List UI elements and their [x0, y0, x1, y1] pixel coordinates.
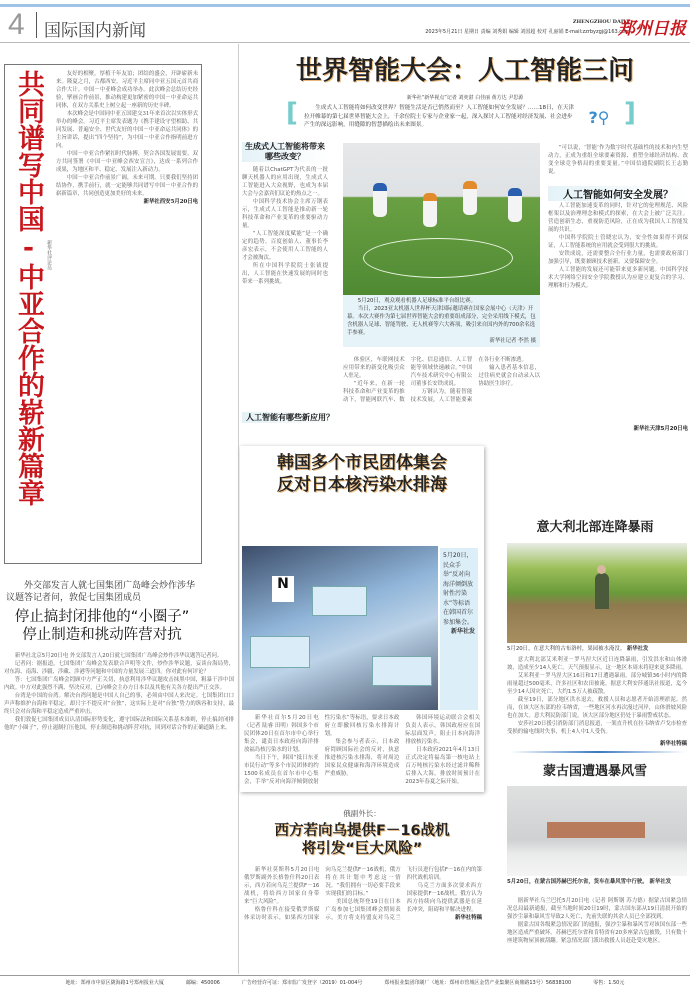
italy-body	[507, 656, 687, 736]
paragraph: 安铁成说，还需要整合全行业力量，也需要政府部门加强引导，既要兼顾技术创新，又要保障安全。	[548, 251, 688, 265]
mofa-headline	[2, 608, 202, 644]
paragraph: 据蒙古国各级紧急情况部门的通报，强沙尘暴和暴风雪对该国东部一些地区造成严重破坏。苏赫巴托尔省和肯特省有20多座蒙古包被毁，只有数十座建筑物屋顶被刮翻。紧急情况部门派出救援人员赶赴受灾地区。	[507, 922, 687, 944]
ai-headline: 世界智能大会：人工智能三问	[295, 56, 634, 86]
headline-line: 韩国多个市民团体集会	[277, 453, 447, 473]
bracket-right: ]	[624, 98, 636, 128]
caption-credit: 新华社发	[626, 646, 649, 652]
paper-logo: 郑州日报	[618, 19, 686, 39]
paragraph: “可以说，‘智能’作为数字时代基础性的技术和内生型动力，正成为重组全球要素资源、重塑全球经济结构、改变全球竞争格局的重要变量。”中国信通院副院长王志勤说。	[548, 145, 688, 175]
caption-text: 5月20日，在意大利的古布洛村，果园被水淹没。	[507, 646, 626, 652]
footer	[0, 975, 690, 988]
headline-line: 反对日本核污染水排海	[277, 475, 447, 495]
paragraph: 乌克兰方面多次要求西方国家提供F－16战机。俄方认为西方持续向乌提供武器是在延长冲突，阻碍和平解决进程。	[406, 883, 482, 913]
paragraph: 所在中国科学院院士张钹提出，人工智能在快速发展的同时也带来一系列挑战。	[242, 263, 328, 285]
italy-caption	[507, 645, 687, 653]
dateline: 2023年5月21日 星期日 责编 刘秀娟 编辑 刘国超 校对 孔丽娟 E-mail:zzrbyzgj@163.com	[425, 29, 630, 35]
bracket-left: [	[286, 98, 298, 128]
paragraph: 艾米利亚－罗马涅大区16日和17日遭遇暴雨，部分城镇36小时内的降雨量超过500毫米，许多社区和农田被淹。据意大利安莎通讯社报道，迄今至少14人因灾死亡，大约1.5万人被疏散。	[507, 673, 687, 695]
paragraph: “人工智能深度赋能”是一个确定的趋势。百度创始人、董事长李彦宏表示，不会使用人工智能的人才会被淘汰。	[242, 231, 328, 261]
paragraph: 美国总统拜登19日在日本广岛参加七国集团峰会期间表示，美方将支持盟友对乌克兰飞行员进行包括F－16在内的第四代战机培训。	[325, 867, 482, 921]
paragraph: 当日下午，韩国“抵日东亚市民行动”等多个市民团体的约1500名成员在首尔市中心集会，手举“反对向海洋倾倒放射性污染水”等标语，要求日本政府立即撤回核污染水排海计划。	[244, 715, 400, 785]
korea-body	[244, 714, 480, 788]
editorial-byline: 新华社评论员	[46, 240, 52, 270]
russia-headline	[240, 822, 484, 858]
paragraph: 中国科学技术协会主席万钢表示，生成式人工智能是推动新一轮科技革命和产业变革的重要驱动力量。	[242, 199, 328, 229]
editorial-title: 共同谱写中国-中亚合作的崭新篇章	[13, 70, 44, 506]
section-title: 国际国内新闻	[44, 21, 146, 41]
korea-headline	[240, 452, 484, 496]
flooded-orchard-photo	[507, 543, 687, 643]
footer-printer: 郑州报业集团印刷厂（地址：郑州市管城区金岱产业集聚区商鼎路13号）56838100	[384, 979, 572, 986]
robot-photo-caption	[343, 295, 540, 347]
paragraph: 新华社首尔5月20日电（记者 陆睿 田明）韩国多个市民团体20日在首尔市中心举行集会，谴责日本政府向海洋排放福岛核污染水的计划。	[244, 715, 319, 753]
paragraph: 体验区，车联网技术应用带来的新变化吸引众人驻足。	[343, 357, 405, 379]
ai-col3-top	[548, 144, 688, 184]
paragraph: 意大利北部艾米利亚－罗马涅大区近日连降暴雨，引发洪水和山体滑坡，造成至少14人死亡。天气预报显示，这一地区本周末将迎来更多降雨。	[507, 657, 687, 671]
paragraph: 中国科学院院士管晓宏认为，安全性如果得不到保证，人工智能系统的应用就会受到很大的挑战。	[548, 235, 688, 249]
caption-credit: 新华社发	[649, 879, 672, 885]
paragraph: 人工智能的发展还可能带来更多新问题。中国科学技术大学网络空间安全学院教授认为应建立更复合的学习、理解和行为模式。	[548, 267, 688, 289]
paragraph: 我们敦促七国集团成员认清国际形势变化，遵守国际法和国际关系基本准则，停止搞封闭排他的“小圈子”，停止遏制打压他国，停止制造和挑动阵营对抗，回到对话合作的正确道路上来。	[4, 717, 234, 731]
paragraph: 输入患者基本信息，过往病史就会自动录入以协助医生诊疗。	[478, 365, 540, 387]
paragraph: 万钢认为，随着智能技术发展，人工智能要素在各行业不断渗透。	[410, 357, 527, 403]
mofa-body	[4, 652, 234, 974]
paragraph: 人工智能加速变革的同时，针对它的伦理规范、风险框架以及治理理念和模式的探索，在大会上被广泛关注。营造创新生态，重视防范风险，正在成为我国人工智能发展的共识。	[548, 203, 688, 233]
paragraph: 新华社北京5月20日电 外交部发言人20日就七国集团广岛峰会炒作涉华议题答记者问。	[14, 653, 223, 659]
paragraph: 中国－中亚合作紧扣时代脉搏，契合各国发展需要。双方共同签署《中国－中亚峰会西安宣言》，达成一系列合作成果，为地区和平、稳定、发展注入新动力。	[56, 151, 198, 173]
korea-protest-photo: N	[242, 546, 438, 710]
italy-headline: 意大利北部连降暴雨	[536, 520, 654, 535]
footer-license: 广告经营许可证：郑市监广发登字（2019）01-004号	[241, 979, 363, 986]
mongolia-body	[507, 897, 687, 973]
ai-subhead-1: 生成式人工智能将带来哪些改变？	[242, 142, 328, 162]
paragraph: 友好的相聚，厚植千年友谊；团结的盛会，开辟崭新未来。隆夏之月，古都西安，习近平主席同中亚五国元首共商合作大计。中国－中亚峰会成功举办。此次峰会总结历史经验，擘画合作前景，推动构建更加紧密的中国－中亚命运共同体，在双方关系史上树立起一座新的历史丰碑。	[56, 71, 198, 109]
paragraph: 中国－中亚合作前景广阔，未来可期。只要我们坚持团结协作，携手前行，就一定能够共同谱写中国－中亚合作的崭新篇章，共同创造更加美好的未来。	[56, 175, 198, 197]
footer-price: 零售：1.50元	[593, 979, 625, 986]
ai-col1	[242, 166, 328, 406]
headline-line: 将引发“巨大风险”	[301, 841, 423, 857]
korea-caption	[440, 548, 478, 710]
italy-sign: 新华社特稿	[660, 741, 687, 747]
mofa-kicker: 外交部发言人就七国集团广岛峰会炒作涉华议题答记者问，敦促七国集团成员	[6, 581, 196, 603]
dateline-sign: 新华社西安5月20日电	[143, 199, 198, 205]
snowstorm-truck-photo	[507, 786, 687, 876]
header-rule	[0, 42, 690, 43]
ai-byline: 新华社“新华视点”记者 刘奕湛 白佳丽 黄方达 尹思源	[406, 95, 524, 101]
paragraph: 格鲁什科在接受俄罗斯媒体采访时表示，如果西方国家向乌克兰提供F－16战机，俄方将在其计划中考虑这一情况。“我们拥有一切必要手段来实现我们的目标。”	[244, 867, 401, 921]
column-divider	[238, 44, 239, 974]
dateline-sign: 新华社特稿	[455, 915, 482, 921]
footer-zip: 邮编：450006	[185, 979, 220, 986]
caption-credit: 新华社发	[450, 628, 475, 635]
divider	[36, 12, 37, 38]
ai-col3	[548, 202, 688, 418]
paper-name-en: ZHENGZHOU DAILY	[572, 19, 630, 25]
caption-text: 当日，2023亚太机器人世界杯天津国际邀请赛在国家会展中心（天津）开幕。本次大赛作为第七届世界智能大会的重要组成部分，完全采用线下模式，包含机器人足球、智能驾驶、无人机赛等六大赛项，吸引来自国内外的700余名选手参赛。	[347, 306, 536, 336]
question-magnifier-icon: ?⚲	[588, 108, 610, 127]
paragraph: 截至19日，部分地区洪水退去，救援人员和志愿者开始清理淤泥。然而，在该大区东部的拉韦纳省，一些地区河水再次漫过河岸，山体滑坡风险也在加大。意大利民防部门说，该大区部分地区仍处于暴雨警戒状态。	[507, 697, 687, 719]
paragraph: 韩国环境运动联合会相关负责人表示，韩国政府应在国际层面发声，阻止日本向海洋排放核污染水。	[405, 715, 480, 745]
caption-title: 5月20日，观众观看机器人足球标准平台组比赛。	[357, 298, 476, 304]
paragraph: 安莎社20日援引消防部门消息报道，一架直升机在拉韦纳省卢戈市检查受损的输电线时失事，机上4人中1人受伤。	[507, 721, 687, 735]
ai-intro: 生成式人工智能将如何改变世界？智能生活是否已悄然而至？人工智能如何安全发展？……18日，在天津拉开帷幕的第七届世界智能大会上，千余位院士专家与企业家一起，深入探讨人工智能对经济发展、社会进步产生的深远影响，用缝隙的智慧描绘出未来图景。	[304, 105, 575, 128]
paragraph: 记者问：据报道，七国集团广岛峰会发表联合声明等文件，炒作涉华议题，妄谈台海局势，对东海、南海、涉疆、涉藏、涉港等问题和中国的力量发展三道四。你对此有何评论？	[4, 661, 234, 675]
ai-subhead-3: 人工智能如何安全发展？	[548, 186, 688, 201]
paragraph: 台湾是中国的台湾。解决台湾问题是中国人自己的事，必须由中国人来决定。七国集团口口声声称维护台海和平稳定，却只字不提反对“台独”，这实际上是对“台独”势力的纵容和支持，最终只会对台海和平稳定造成严重冲击。	[4, 693, 234, 715]
caption-credit: 新华社记者 李然 摄	[489, 338, 536, 344]
paragraph: 集会参与者表示，日本政府罔顾国际社会的反对，执意推进核污染水排海，将对周边国家民众健康和海洋环境造成严重威胁。	[324, 739, 400, 777]
robot-soccer-photo	[343, 143, 540, 295]
paragraph: 日本政府2021年4月13日正式决定将福岛第一核电站上百万吨核污染水经过滤并稀释后排入大海，排放时间预计在2023年春夏之际开始。	[405, 747, 480, 785]
page-number: 4	[8, 8, 25, 41]
headline-line: 西方若向乌提供F－16战机	[274, 823, 450, 839]
paragraph: 据新华社乌兰巴托5月20日电（记者 阿斯钢 苏力德）据蒙古国紧急情况总局最新通报，截至当地时间20日19时，蒙古国东部从19日清晨开始的强沙尘暴和暴风雪导致2人死亡，先前失联的其余人员已全部找到。	[507, 898, 687, 920]
russia-body	[244, 866, 482, 972]
mongolia-headline: 蒙古国遭遇暴风雪	[542, 764, 647, 779]
ai-sign: 新华社天津5月20日电	[633, 426, 688, 432]
paragraph: 本次峰会是中国同中亚五国建交31年来首次以实体形式举办的峰会。习近平主席发表题为《携手建设守望相助、共同发展、普遍安全、世代友好的中国－中亚命运共同体》的主旨讲话，提出“四个坚持”，为中国－中亚合作指明前进方向。	[56, 111, 198, 149]
headline-line: 停止制造和挑动阵营对抗	[22, 627, 182, 643]
caption-text: 5月20日，在蒙古国苏赫巴托尔省，货车在暴风雪中行驶。	[507, 879, 648, 885]
paragraph: 随着以ChatGPT为代表的一批聊天机器人的应用出现，生成式人工智能进入大众视野，也成为本届大会与会嘉宾们议论的热点之一。	[242, 167, 328, 197]
mongolia-caption	[507, 878, 687, 886]
paragraph: 新华社莫斯科5月20日电 俄罗斯副外长格鲁什科20日表示，西方若向乌克兰提供F－16战机，将给西方国家自身带来“巨大风险”。	[244, 867, 320, 905]
paragraph: “近年来，在新一轮科技革命和产业变革的推动下，智能网联汽车、数字化、信息通信、人工智能等领域快速融合。”中国汽车技术研究中心有限公司董事长安铁成说。	[343, 357, 473, 403]
headline-line: 停止搞封闭排他的“小圈子”	[14, 609, 190, 625]
ai-subhead-2: 人工智能有哪些新应用？	[242, 412, 338, 423]
caption-text: 5月20日，民众手举“反对向海洋倾倒放射性污染水”等标语在韩国首尔参加集会。	[443, 552, 474, 626]
paragraph: 答：七国集团广岛峰会罔顾中方严正关切，执意利用涉华议题攻击抹黑中国，粗暴干涉中国内政。中方对此强烈不满、坚决反对，已向峰会主办方日本以及其他有关各方提出严正交涉。	[4, 677, 234, 691]
editorial-body	[56, 70, 198, 560]
top-rule	[0, 4, 690, 7]
divider	[510, 751, 685, 753]
footer-address: 地址：郑州市中原区陇海路1号郑州报业大厦	[65, 979, 164, 986]
ai-col2	[343, 356, 540, 436]
russia-kicker: 俄副外长：	[343, 809, 381, 818]
